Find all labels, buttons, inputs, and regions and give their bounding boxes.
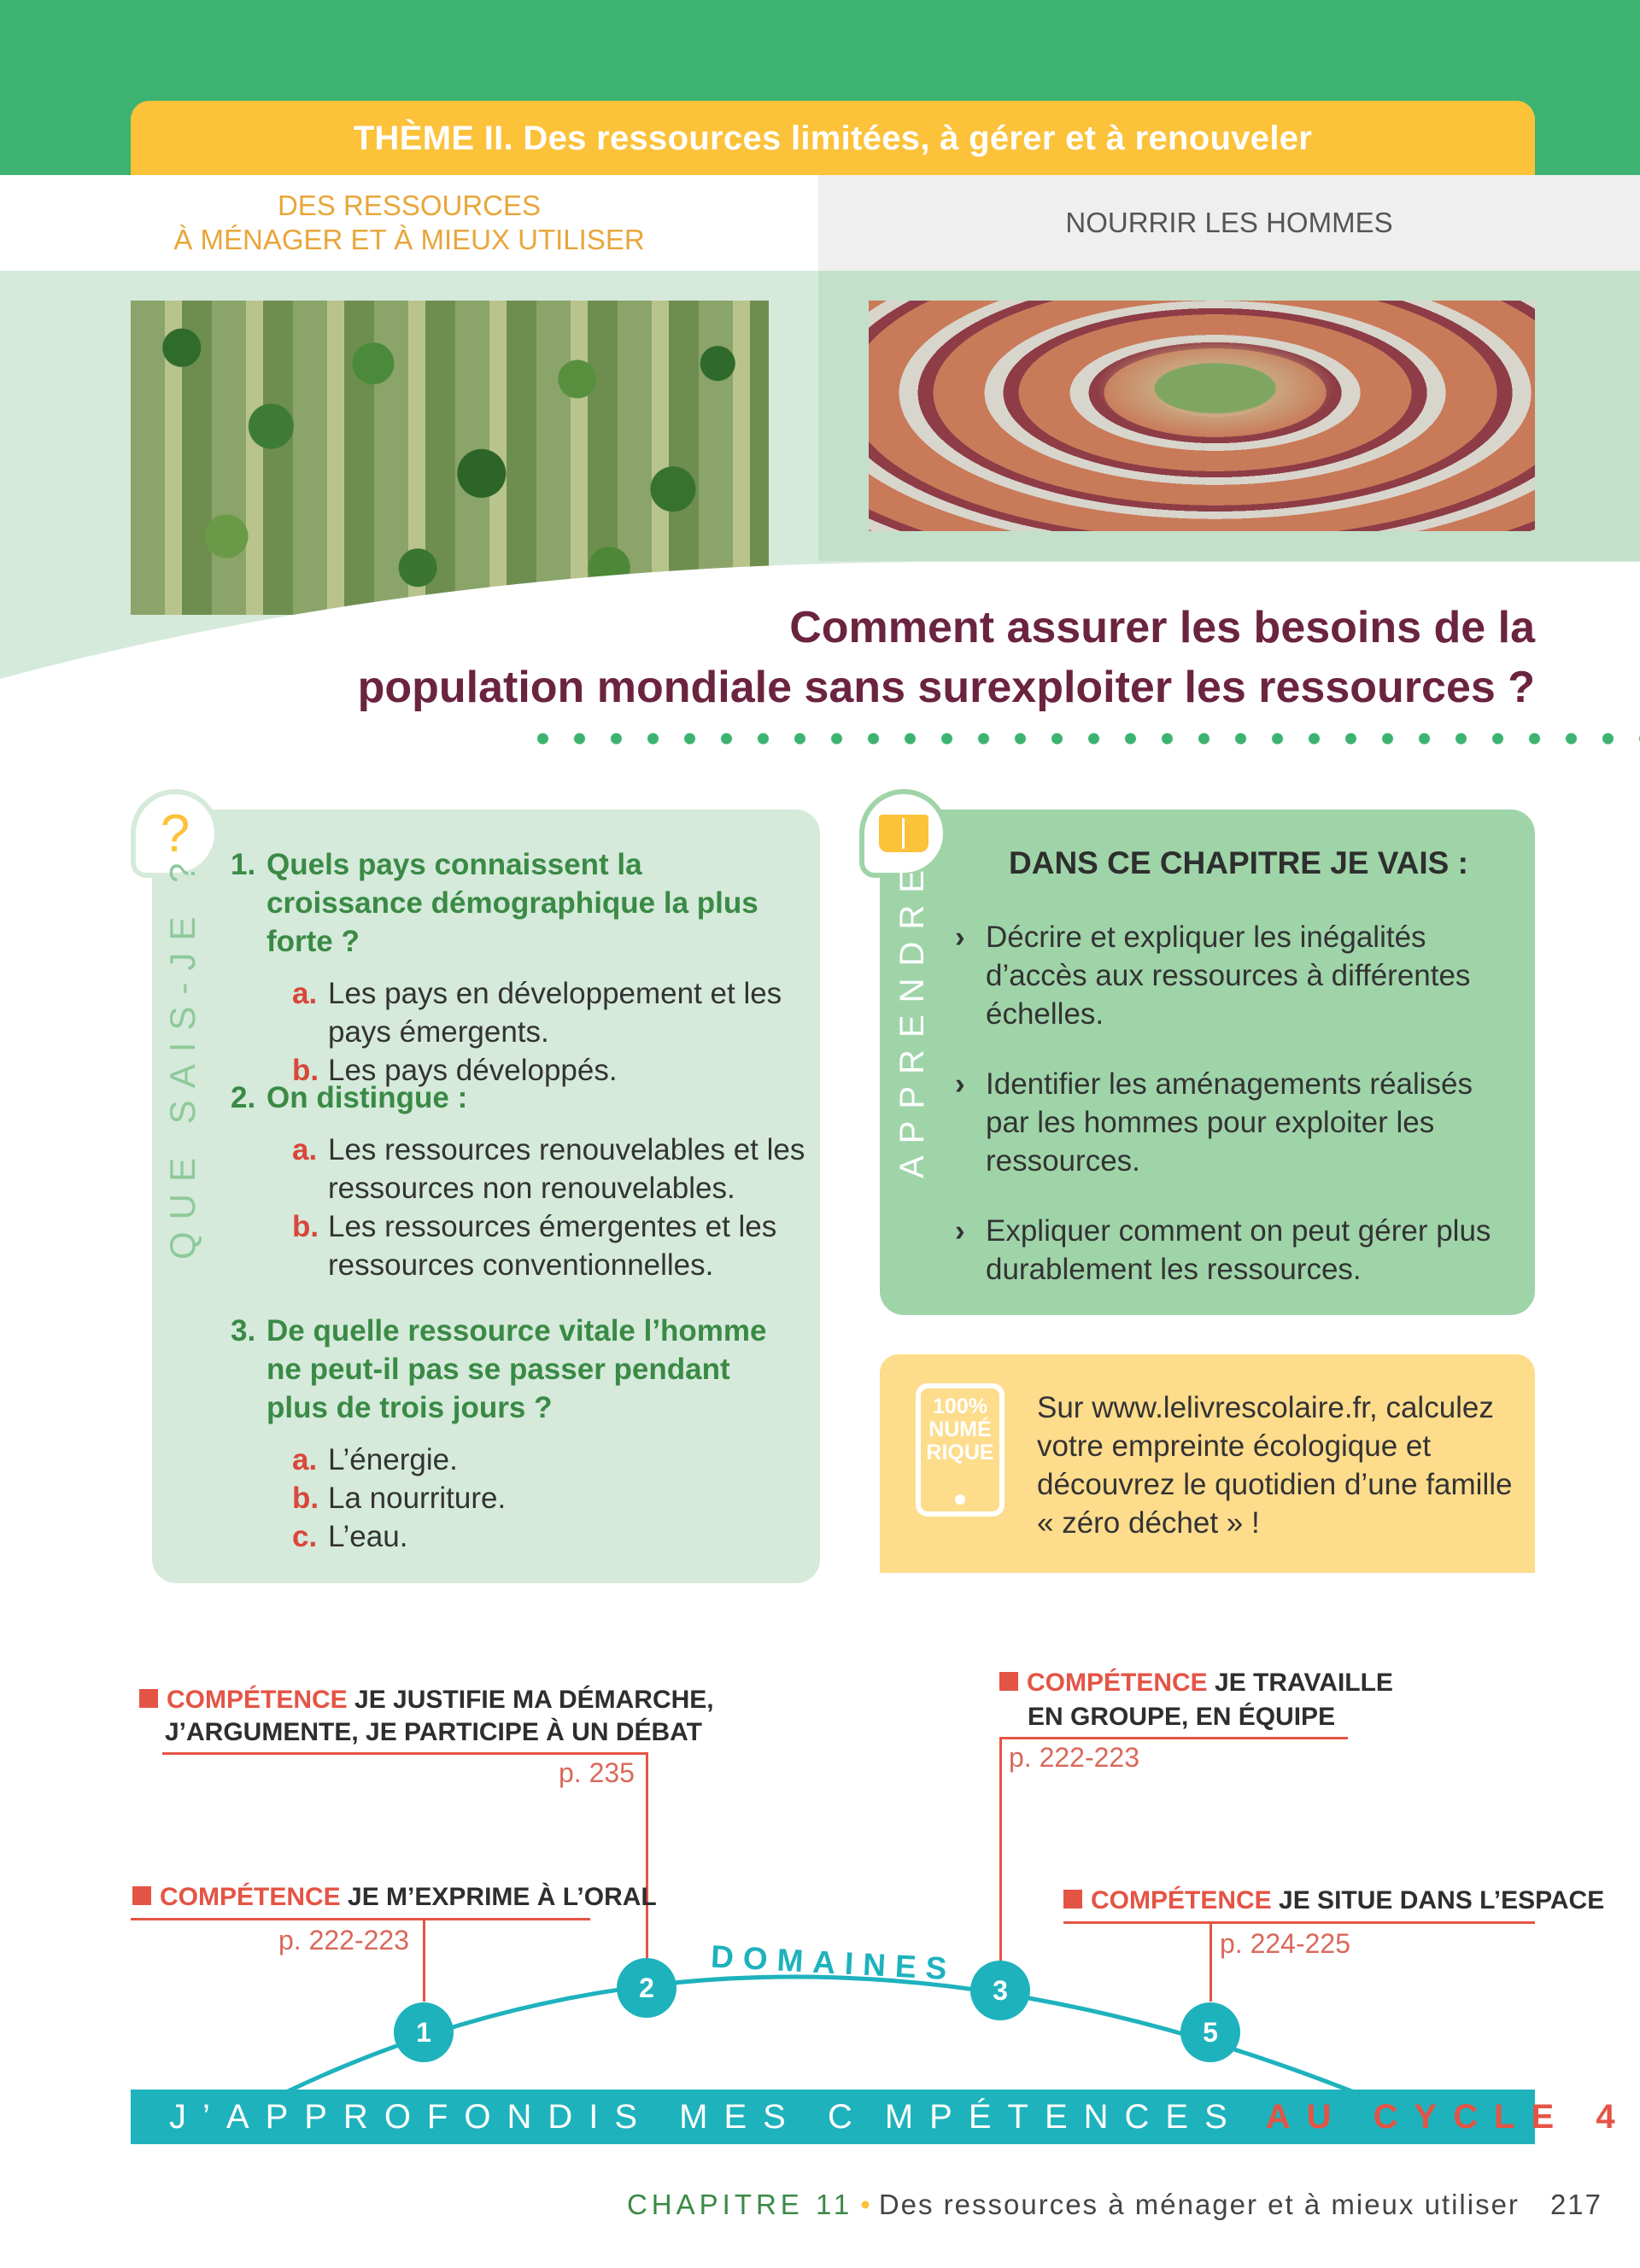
domain-node-1[interactable]: 1 xyxy=(394,2002,454,2062)
question-number: 3. xyxy=(231,1314,256,1347)
theme-banner xyxy=(131,101,1535,176)
option-letter: a. xyxy=(292,1133,318,1166)
banner-text-part2: MPÉTENCES xyxy=(884,2097,1244,2136)
question-text: On distingue : xyxy=(266,1081,468,1114)
competence-1-connector xyxy=(423,1918,425,2002)
competence-1-underline xyxy=(131,1918,590,1920)
numerique-badge-line3: RIQUE xyxy=(926,1441,994,1464)
domain-node-2[interactable]: 2 xyxy=(617,1958,676,2018)
banner-text-part3: AU CYCLE 4 xyxy=(1265,2097,1631,2136)
phone-button xyxy=(955,1494,965,1505)
main-question-line1: Comment assurer les besoins de la xyxy=(789,603,1535,652)
subtab-active-line1: DES RESSOURCES xyxy=(277,190,542,221)
competence-keyword: COMPÉTENCE xyxy=(160,1883,341,1911)
square-bullet-icon xyxy=(139,1689,158,1708)
competence-3-line2: EN GROUPE, EN ÉQUIPE xyxy=(1028,1703,1336,1731)
competence-2-line1 xyxy=(139,1684,714,1716)
circular-garden-photo xyxy=(869,301,1535,531)
goal-item xyxy=(955,1212,1510,1289)
page-footer xyxy=(627,2189,1602,2221)
question-text: Quels pays connaissent la croissance démographique la plus forte ? xyxy=(266,848,758,958)
competence-3-line1 xyxy=(999,1667,1393,1699)
banner-text-part1: J’APPROFONDIS MES C xyxy=(169,2097,869,2136)
competence-5 xyxy=(1063,1885,1604,1917)
square-bullet-icon xyxy=(132,1886,151,1905)
question-2 xyxy=(231,1078,811,1284)
option-letter: b. xyxy=(292,1054,319,1087)
competence-5-connector xyxy=(1210,1921,1212,2002)
answer-option[interactable] xyxy=(231,1131,811,1207)
question-number: 1. xyxy=(231,848,256,881)
question-1 xyxy=(231,845,811,1090)
competence-text: JE M’EXPRIME À L’ORAL xyxy=(348,1883,657,1911)
competence-keyword: COMPÉTENCE xyxy=(167,1686,348,1714)
competence-3-underline xyxy=(999,1737,1348,1739)
phone-icon xyxy=(916,1383,1004,1517)
option-text: L’eau. xyxy=(328,1520,408,1553)
footer-chapter: CHAPITRE 11 xyxy=(626,2189,854,2220)
competence-1-page[interactable]: p. 222-223 xyxy=(278,1925,410,1955)
competence-2-page[interactable]: p. 235 xyxy=(559,1757,635,1788)
apprendre-label: APPRENDRE xyxy=(893,858,931,1178)
competence-keyword: COMPÉTENCE xyxy=(1091,1886,1272,1914)
competence-2-connector xyxy=(646,1752,648,1973)
competence-5-underline xyxy=(1063,1921,1535,1924)
goal-item xyxy=(955,918,1510,1033)
subtab-active-line2: À MÉNAGER ET À MIEUX UTILISER xyxy=(173,224,645,255)
goal-text: Identifier les aménagements réalisés par les hommes pour exploiter les ressources. xyxy=(986,1067,1473,1178)
answer-option[interactable] xyxy=(231,1207,811,1284)
main-question-line2: population mondiale sans surexploiter les ressources ? xyxy=(357,663,1535,712)
question-3 xyxy=(231,1312,811,1556)
option-text: La nourriture. xyxy=(328,1482,507,1515)
competence-2-underline xyxy=(162,1752,647,1755)
footer-bullet: • xyxy=(860,2189,872,2220)
apprendre-title: DANS CE CHAPITRE JE VAIS : xyxy=(1009,845,1468,880)
option-letter: c. xyxy=(292,1520,318,1553)
square-bullet-icon xyxy=(1063,1890,1082,1909)
chevron-right-icon: › xyxy=(955,1214,965,1248)
option-text: Les pays en développement et les pays émergents. xyxy=(328,977,782,1049)
chevron-right-icon: › xyxy=(955,921,965,954)
domain-node-5[interactable]: 5 xyxy=(1180,2002,1240,2062)
que-sais-je-label: QUE SAIS-JE ? xyxy=(162,850,202,1260)
competence-2-line2: J’ARGUMENTE, JE PARTICIPE À UN DÉBAT xyxy=(165,1718,702,1746)
option-letter: a. xyxy=(292,977,318,1010)
page-number: 217 xyxy=(1549,2189,1602,2220)
competence-1 xyxy=(132,1881,657,1914)
subtab-inactive-label: NOURRIR LES HOMMES xyxy=(1065,207,1393,238)
goal-item xyxy=(955,1065,1510,1180)
answer-option[interactable] xyxy=(231,1517,811,1556)
option-text: Les ressources émergentes et les ressources conventionnelles. xyxy=(328,1210,777,1282)
goal-text: Décrire et expliquer les inégalités d’accès aux ressources à différentes échelles. xyxy=(986,921,1471,1031)
option-letter: b. xyxy=(292,1482,319,1515)
subtab-active[interactable] xyxy=(0,175,818,271)
answer-option[interactable] xyxy=(231,1479,811,1517)
theme-title: THÈME II. Des ressources limitées, à gérer et à renouveler xyxy=(353,119,1313,157)
competence-3-page[interactable]: p. 222-223 xyxy=(1009,1742,1140,1773)
competence-keyword: COMPÉTENCE xyxy=(1027,1669,1208,1697)
numerique-badge-line1: 100% xyxy=(933,1394,987,1418)
square-bullet-icon xyxy=(999,1672,1018,1691)
competence-text: JE SITUE DANS L’ESPACE xyxy=(1279,1886,1605,1914)
question-mark-glyph: ? xyxy=(160,804,190,863)
option-text: Les pays développés. xyxy=(328,1054,618,1087)
dotted-divider xyxy=(524,733,1640,745)
subtab-inactive[interactable] xyxy=(818,175,1640,271)
chevron-right-icon: › xyxy=(955,1067,965,1101)
numerique-link-text[interactable]: Sur www.lelivrescolaire.fr, calculez votre empreinte écologique et découvrez le quotidien d’une famille « zéro déchet » ! xyxy=(1037,1391,1513,1540)
competence-text: JE TRAVAILLE xyxy=(1215,1669,1393,1697)
answer-option[interactable] xyxy=(231,1441,811,1479)
numerique-badge-line2: NUMÉ xyxy=(928,1418,992,1441)
question-number: 2. xyxy=(231,1081,256,1114)
option-text: Les ressources renouvelables et les ressources non renouvelables. xyxy=(328,1133,805,1205)
option-letter: b. xyxy=(292,1210,319,1243)
competences-banner xyxy=(131,2090,1631,2144)
competence-3-connector xyxy=(999,1737,1002,1973)
main-question xyxy=(339,598,1535,717)
option-text: L’énergie. xyxy=(328,1443,458,1476)
domaines-label: DOMAINES xyxy=(710,1938,958,1987)
footer-title: Des ressources à ménager et à mieux utiliser xyxy=(878,2189,1520,2220)
goal-text: Expliquer comment on peut gérer plus durablement les ressources. xyxy=(986,1214,1491,1286)
answer-option[interactable] xyxy=(231,974,811,1051)
question-text: De quelle ressource vitale l’homme ne peut-il pas se passer pendant plus de trois jours ? xyxy=(266,1314,767,1424)
option-letter: a. xyxy=(292,1443,318,1476)
competence-5-page[interactable]: p. 224-225 xyxy=(1220,1928,1351,1959)
domain-node-3[interactable]: 3 xyxy=(970,1961,1030,2020)
competence-text: JE JUSTIFIE MA DÉMARCHE, xyxy=(354,1686,714,1714)
